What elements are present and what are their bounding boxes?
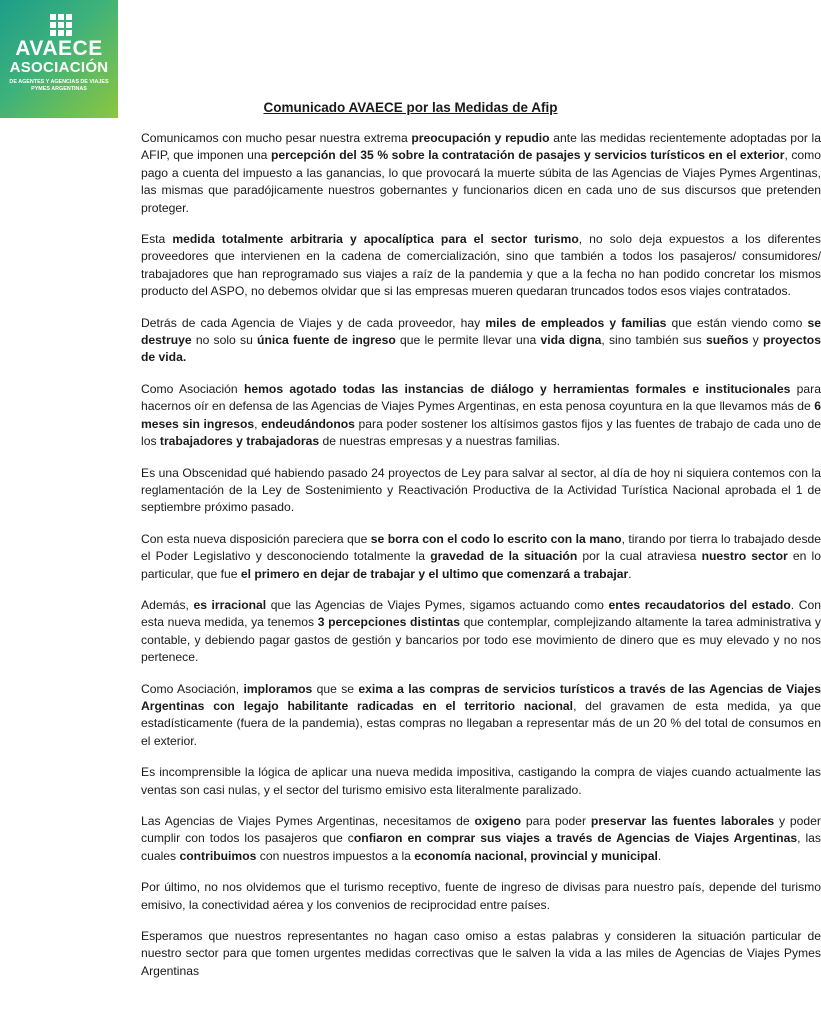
bold-text: miles de empleados y familias: [485, 315, 667, 330]
bold-text: gravedad de la situación: [430, 549, 578, 564]
bold-text: contribuimos: [179, 848, 257, 863]
bold-text: preocupación y repudio: [411, 131, 550, 145]
text-run: para poder: [521, 814, 591, 828]
bold-text: endeudándonos: [261, 416, 355, 431]
bold-text: 6 meses sin ingresos: [141, 399, 821, 431]
paragraph: [141, 879, 821, 914]
document-body: [141, 130, 821, 980]
paragraph: [141, 130, 821, 217]
bold-text: nuestro sector: [701, 549, 788, 564]
text-run: , no solo deja expuestos a los diferentes proveedores que intervienen en la cadena de comercialización, sino que también a todos los pasajeros/ consumidores/ trabajadores que han reprogramado sus viajes a raíz de la pandemia y que a la fecha no han podido concretar los mismos producto del ASPO, no debemos olvidar que si las empresas mueren quedaran truncados todos esos viajes contratados.: [141, 232, 821, 299]
paragraph: [141, 681, 821, 751]
bold-text: 3 percepciones distintas: [317, 615, 460, 630]
text-run: Con esta nueva disposición pareciera que: [141, 531, 371, 546]
text-run: para poder sostener los altísimos gastos fijos y las fuentes de trabajo de cada uno de los: [141, 416, 821, 449]
bold-text: vida digna: [540, 333, 602, 348]
text-run: Por último, no nos olvidemos que el turismo receptivo, fuente de ingreso de divisas para nuestro país, depende del turismo emisivo, la conectividad aérea y los convenios de reciprocidad entre países.: [141, 880, 821, 912]
bold-text: exima a las compras de servicios turísticos a través de las Agencias de Viajes Argentinas con legajo habilitante radicadas en el territorio nacional: [141, 681, 821, 713]
text-run: Detrás de cada Agencia de Viajes y de cada proveedor, hay: [141, 315, 486, 330]
bold-text: única fuente de ingreso: [257, 333, 396, 348]
text-run: ,: [254, 416, 262, 431]
bold-text: proyectos de vida.: [141, 333, 821, 365]
text-run: Las Agencias de Viajes Pymes Argentinas, necesitamos de: [141, 814, 475, 828]
text-run: ante las medidas recientemente adoptadas por la AFIP, que imponen una: [141, 131, 821, 163]
bold-text: onfiaron en comprar sus viajes a través de Agencias de Viajes Argentinas: [353, 831, 798, 846]
text-run: que le permite llevar una: [395, 333, 541, 348]
text-run: para hacernos oír en defensa de las Agencias de Viajes Pymes Argentinas, en esta penosa coyuntura en la que llevamos más de: [141, 381, 821, 414]
bold-text: sueños: [705, 333, 749, 348]
bold-text: el primero en dejar de trabajar y el ultimo que comenzará a trabajar: [240, 566, 629, 581]
text-run: Además,: [141, 597, 194, 612]
text-run: y: [748, 333, 763, 348]
building-grid-icon: [50, 14, 72, 36]
bold-text: medida totalmente arbitraria y apocalíptica para el sector turismo: [172, 232, 579, 247]
text-run: Es una Obscenidad qué habiendo pasado 24 proyectos de Ley para salvar al sector, al día de hoy ni siquiera contemos con la reglamentación de la Ley de Sostenimiento y Reactivación Productiva de la Actividad Turística Nacional aprobada el 1 de septiembre próximo pasado.: [141, 465, 821, 515]
text-run: por la cual atraviesa: [577, 549, 702, 564]
paragraph: [141, 597, 821, 667]
bold-text: percepción del 35 % sobre la contratación de pasajes y servicios turísticos en el exterior: [270, 148, 785, 163]
paragraph: [141, 231, 821, 301]
text-run: , tirando por tierra lo trabajado desde el Poder Legislativo y desconociendo totalmente la: [141, 531, 821, 564]
text-run: y poder cumplir con todos los pasajeros que c: [141, 814, 821, 846]
paragraph: [141, 531, 821, 583]
paragraph: [141, 315, 821, 367]
text-run: de nuestras empresas y a nuestras familias.: [319, 434, 561, 449]
bold-text: se destruye: [141, 315, 821, 348]
bold-text: es irracional: [193, 597, 267, 612]
text-run: Es incomprensible la lógica de aplicar una nueva medida impositiva, castigando la compra de viajes cuando actualmente las ventas son casi nulas, y el sector del turismo emisivo esta literalmente paralizado.: [141, 765, 821, 797]
paragraph: [141, 764, 821, 799]
bold-text: oxigeno: [474, 814, 522, 828]
paragraph: [141, 465, 821, 517]
paragraph: [141, 381, 821, 451]
document-title: Comunicado AVAECE por las Medidas de Afip: [263, 100, 558, 115]
text-run: no solo su: [191, 333, 258, 348]
text-run: que están viendo como: [666, 315, 808, 330]
bold-text: se borra con el codo lo escrito con la mano: [370, 531, 622, 546]
bold-text: entes recaudatorios del estado: [608, 597, 791, 612]
text-run: Esperamos que nuestros representantes no hagan caso omiso a estas palabras y consideren la situación particular de nuestro sector para que tomen urgentes medidas correctivas que le salven la vida a las miles de Agencias de Viajes Pymes Argentinas: [141, 929, 821, 978]
text-run: , sino también sus: [601, 333, 706, 348]
bold-text: preservar las fuentes laborales: [590, 814, 775, 828]
text-run: .: [628, 566, 632, 581]
bold-text: imploramos: [243, 681, 313, 696]
paragraph: [141, 928, 821, 980]
bold-text: economía nacional, provincial y municipal: [414, 848, 658, 863]
text-run: Como Asociación,: [141, 681, 244, 696]
text-run: . Con esta nueva medida, ya tenemos: [141, 597, 821, 630]
logo-subtitle: ASOCIACIÓN: [9, 59, 109, 76]
logo-name: AVAECE: [15, 37, 103, 60]
text-run: con nuestros impuestos a la: [256, 848, 415, 863]
text-run: .: [657, 848, 662, 863]
text-run: Comunicamos con mucho pesar nuestra extrema: [141, 131, 412, 145]
text-run: , del gravamen de esta medida, ya que estadísticamente (fuera de la pandemia), estas compras no llegaban a representar más de un 20 % del total de consumos en el exterior.: [141, 698, 821, 748]
text-run: que se: [312, 681, 359, 696]
paragraph: [141, 813, 821, 865]
text-run: que contemplar, complejizando altamente la tarea administrativa y contable, y debiendo pagar gastos de gestión y bancarios por todo ese movimiento de dinero que es muy elevado y no nos pertenece.: [141, 615, 821, 665]
bold-text: trabajadores y trabajadoras: [159, 434, 320, 449]
text-run: que las Agencias de Viajes Pymes, sigamos actuando como: [266, 597, 609, 612]
text-run: Como Asociación: [141, 381, 244, 396]
text-run: en lo particular, que fue: [141, 549, 821, 581]
bold-text: hemos agotado todas las instancias de diálogo y herramientas formales e institucionales: [243, 381, 791, 396]
text-run: Esta: [141, 232, 173, 247]
logo-tagline: DE AGENTES Y AGENCIAS DE VIAJES PYMES ARGENTINAS: [9, 79, 109, 92]
text-run: , las cuales: [141, 831, 821, 863]
text-run: , como pago a cuenta del impuesto a las ganancias, lo que provocará la muerte súbita de las Agencias de Viajes Pymes Argentinas, las mismas que paradójicamente nuestros gobernantes y funcionarios dicen en cada uno de sus discursos que pretenden proteger.: [141, 148, 821, 215]
